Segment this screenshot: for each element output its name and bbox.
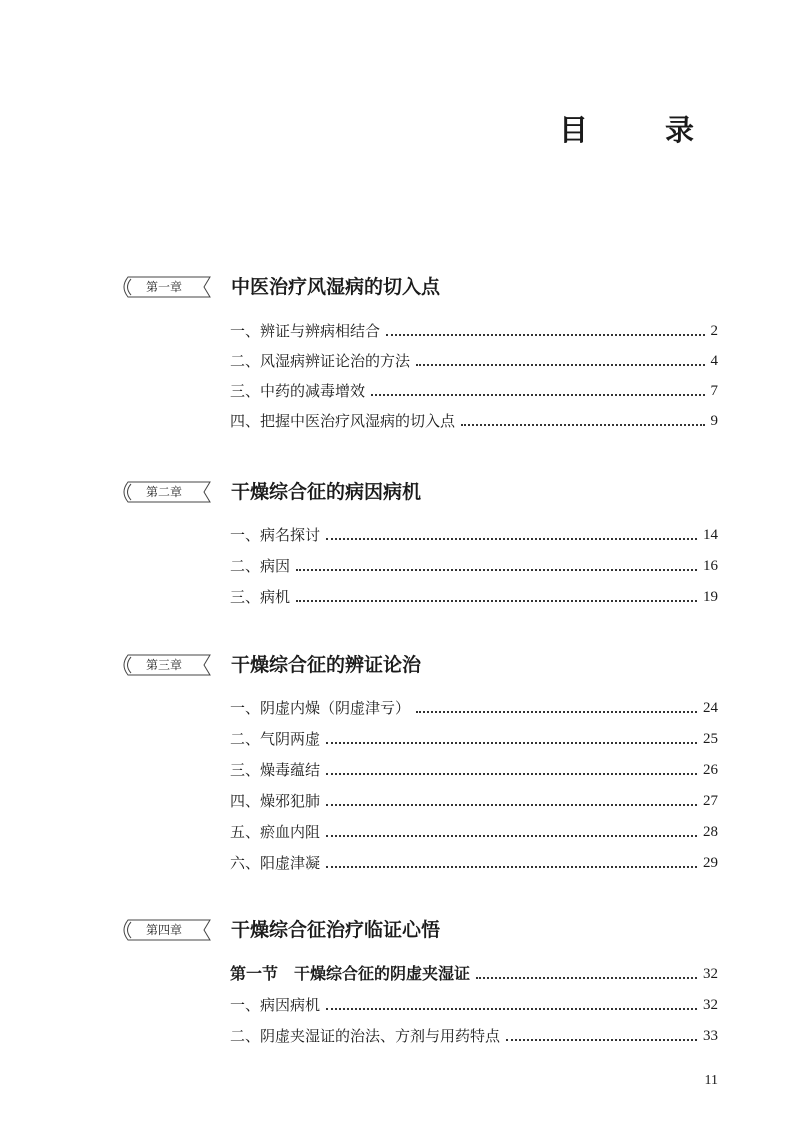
entry-label: 四、把握中医治疗风湿病的切入点	[230, 412, 456, 430]
chapter-badge-label: 第一章	[145, 280, 182, 294]
entry-page: 27	[703, 793, 718, 809]
entry-label: 二、病因	[230, 557, 291, 575]
chapter-title: 干燥综合征的辨证论治	[231, 654, 422, 676]
toc-entry[interactable]	[230, 852, 718, 874]
toc-entry[interactable]	[230, 728, 718, 750]
entry-page: 7	[710, 383, 718, 399]
entry-label: 二、阴虚夹湿证的治法、方剂与用药特点	[230, 1027, 501, 1045]
chapter-heading	[0, 477, 800, 505]
chapter-badge-label: 第四章	[145, 923, 182, 937]
toc-entry[interactable]	[230, 994, 718, 1016]
toc-entry[interactable]	[230, 524, 718, 546]
dot-leader	[386, 334, 704, 336]
dot-leader	[416, 711, 697, 713]
entry-label: 第一节 干燥综合征的阴虚夹湿证	[230, 964, 471, 983]
page-number: 11	[704, 1073, 718, 1088]
entry-page: 16	[703, 558, 718, 574]
entry-page: 29	[703, 855, 718, 871]
dot-leader	[506, 1039, 697, 1041]
entry-page: 32	[703, 997, 718, 1013]
dot-leader	[326, 866, 697, 868]
entry-label: 三、中药的减毒增效	[230, 382, 366, 400]
entry-page: 26	[703, 762, 718, 778]
entry-page: 33	[703, 1028, 718, 1044]
dot-leader	[326, 804, 697, 806]
chapter-badge-label: 第三章	[145, 658, 182, 672]
toc-entry[interactable]	[230, 555, 718, 577]
chapter-heading	[0, 272, 800, 300]
dot-leader	[326, 773, 697, 775]
entry-page: 19	[703, 589, 718, 605]
toc-entry[interactable]	[230, 1025, 718, 1047]
toc-title: 目 录	[558, 113, 718, 147]
toc-entry[interactable]	[230, 697, 718, 719]
entry-page: 25	[703, 731, 718, 747]
entry-page: 4	[710, 353, 718, 369]
entry-label: 五、瘀血内阻	[230, 823, 321, 841]
entry-page: 28	[703, 824, 718, 840]
dot-leader	[416, 364, 704, 366]
entry-label: 二、气阴两虚	[230, 730, 321, 748]
dot-leader	[371, 394, 704, 396]
entry-label: 三、病机	[230, 588, 291, 606]
chapter-badge	[118, 481, 214, 503]
entry-label: 四、燥邪犯肺	[230, 792, 321, 810]
entry-label: 二、风湿病辨证论治的方法	[230, 352, 411, 370]
chapter-title: 中医治疗风湿病的切入点	[231, 276, 441, 298]
entry-page: 14	[703, 527, 718, 543]
toc-entry[interactable]	[230, 320, 718, 342]
toc-entry[interactable]	[230, 759, 718, 781]
entry-label: 六、阳虚津凝	[230, 854, 321, 872]
entry-page: 9	[710, 413, 718, 429]
entry-label: 一、病因病机	[230, 996, 321, 1014]
chapter-badge-label: 第二章	[145, 485, 182, 499]
chapter-badge	[118, 276, 214, 298]
toc-entry[interactable]	[230, 790, 718, 812]
toc-section-entry[interactable]	[230, 963, 718, 985]
dot-leader	[326, 1008, 697, 1010]
entry-page: 24	[703, 700, 718, 716]
chapter-heading	[0, 915, 800, 943]
chapter-title: 干燥综合征的病因病机	[231, 481, 422, 503]
chapter-badge	[118, 654, 214, 676]
dot-leader	[326, 742, 697, 744]
dot-leader	[461, 424, 704, 426]
dot-leader	[326, 835, 697, 837]
entry-label: 一、阴虚内燥（阴虚津亏）	[230, 699, 411, 717]
toc-entry[interactable]	[230, 586, 718, 608]
toc-entry[interactable]	[230, 821, 718, 843]
entry-label: 三、燥毒蕴结	[230, 761, 321, 779]
chapter-badge	[118, 919, 214, 941]
dot-leader	[476, 977, 697, 979]
toc-entry[interactable]	[230, 350, 718, 372]
dot-leader	[296, 600, 697, 602]
chapter-title: 干燥综合征治疗临证心悟	[231, 919, 441, 941]
entry-page: 2	[710, 323, 718, 339]
entry-label: 一、病名探讨	[230, 526, 321, 544]
chapter-heading	[0, 650, 800, 678]
entry-page: 32	[703, 966, 718, 982]
dot-leader	[326, 538, 697, 540]
entry-label: 一、辨证与辨病相结合	[230, 322, 381, 340]
toc-entry[interactable]	[230, 410, 718, 432]
toc-entry[interactable]	[230, 380, 718, 402]
dot-leader	[296, 569, 697, 571]
